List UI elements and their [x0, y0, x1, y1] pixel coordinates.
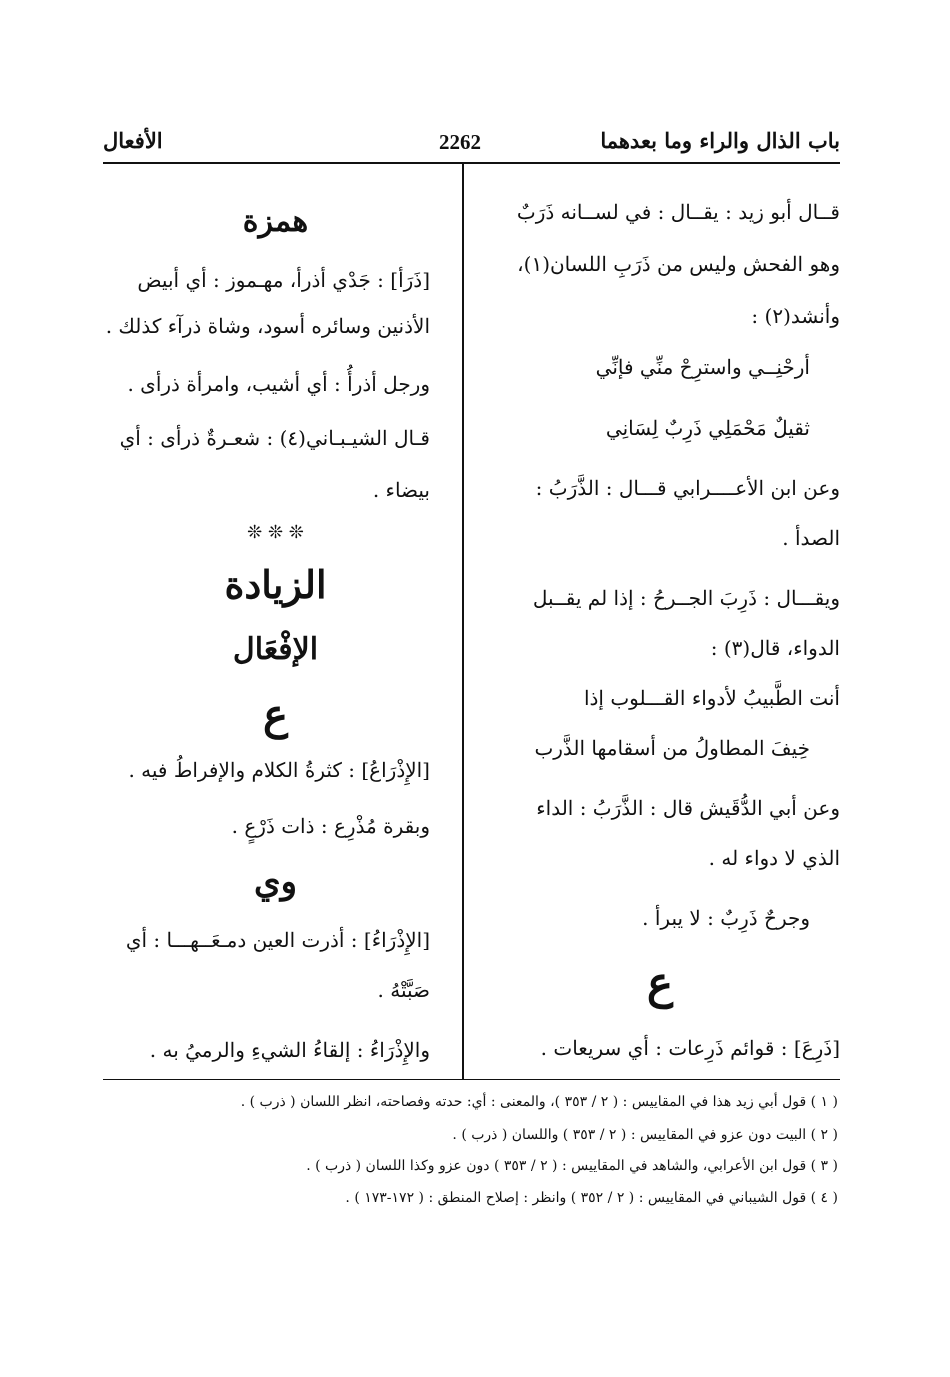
section-letter: ع — [646, 958, 674, 1009]
hamza-heading: همزة — [242, 204, 309, 239]
footnote-rule — [103, 1079, 840, 1080]
text-line: بيضاء . — [372, 478, 430, 502]
text-line: ورجل أذرأُ : أي أشيب، وامرأة ذرأى . — [127, 372, 430, 396]
text-line: والإِذْرَاءُ : إلقاءُ الشيءِ والرميُ به . — [149, 1038, 430, 1062]
ain-letter: ع — [262, 690, 289, 739]
section-title: الأفعال — [103, 128, 163, 153]
text-line: وجرحٌ ذَرِبٌ : لا يبرأ . — [642, 906, 810, 930]
text-line: قــال أبو زيد : يقــال : في لســانه ذَرَبٌ — [516, 200, 840, 224]
text-line: الذي لا دواء له . — [708, 846, 840, 870]
text-line: وبقرة مُذْرِع : ذات ذَرْعٍ . — [231, 814, 430, 838]
footnote: ( ١ ) قول أبي زيد هذا في المقاييس : ( ٢ / ٣٥٣ )، والمعنى : أي: حدته وفصاحته، انظر اللسان ( ذرب ) . — [240, 1094, 838, 1110]
verse-line: أنت الطَّبيبُ لأدواء القـــلوب إذا — [583, 686, 840, 710]
text-line: ويقـــال : ذَرِبَ الجــرحُ : إذا لم يقــبل — [532, 586, 840, 610]
text-line: الأذنين وسائره أسود، وشاة ذرآء كذلك . — [105, 314, 430, 338]
text-line: وعن ابن الأعــــرابي قـــال : الذَّرَبُ : — [535, 476, 840, 500]
text-line: وأنشد(٢) : — [751, 304, 840, 328]
chapter-title: باب الذال والراء وما بعدهما — [600, 128, 840, 153]
text-line: وهو الفحش وليس من ذَرَبِ اللسان(١)، — [517, 252, 840, 276]
zyada-heading: الزيادة — [224, 562, 327, 607]
wy-letter: وي — [253, 862, 298, 902]
text-line: [ذَرَأ] : جَدْي أذرأ، مهـموز : أي أبيض — [137, 268, 430, 292]
text-line: الدواء، قال(٣) : — [710, 636, 840, 660]
text-line: الصدأ . — [782, 526, 840, 550]
text-line: [الإِذْرَاءُ] : أذرت العين دمـعَــهـــا : أي — [125, 928, 430, 952]
afaal-heading: الإفْعَال — [232, 632, 319, 667]
page-number: 2262 — [439, 130, 481, 154]
text-line: وعن أبي الدُّقَيش قال : الذَّرَبُ : الداء — [536, 796, 840, 820]
header-rule — [103, 162, 840, 164]
verse-line: ثقيلٌ مَحْمَلِي ذَرِبٌ لِسَانِي — [605, 416, 810, 440]
footnote: ( ٣ ) قول ابن الأعرابي، والشاهد في المقاييس : ( ٢ / ٣٥٣ ) دون عزو وكذا اللسان ( ذرب ) . — [306, 1158, 838, 1174]
text-line: قـال الشيـبـاني(٤) : شعـرةٌ ذرأى : أي — [119, 426, 430, 450]
footnote: ( ٢ ) البيت دون عزو في المقاييس : ( ٢ / ٣٥٣ ) واللسان ( ذرب ) . — [452, 1127, 838, 1143]
text-line: [الإِذْرَاعُ] : كثرةُ الكلام والإفراطُ فيه . — [128, 758, 430, 782]
verse-line: أرحْنِــي واسترِحْ منِّي فإنِّي — [595, 355, 810, 379]
verse-line: خِيفَ المطاولُ من أسقامها الذَّرب — [534, 736, 810, 760]
text-line: صَبَّتْهُ . — [377, 978, 430, 1002]
stars-divider: ❊ ❊ ❊ — [247, 522, 304, 543]
column-divider — [462, 164, 464, 1079]
entry-line: [ذَرِعَ] : قوائم ذَرِعات : أي سريعات . — [540, 1036, 840, 1060]
footnote: ( ٤ ) قول الشيباني في المقاييس : ( ٢ / ٣٥٢ ) وانظر : إصلاح المنطق : ( ١٧٢-١٧٣ ) . — [345, 1190, 838, 1206]
